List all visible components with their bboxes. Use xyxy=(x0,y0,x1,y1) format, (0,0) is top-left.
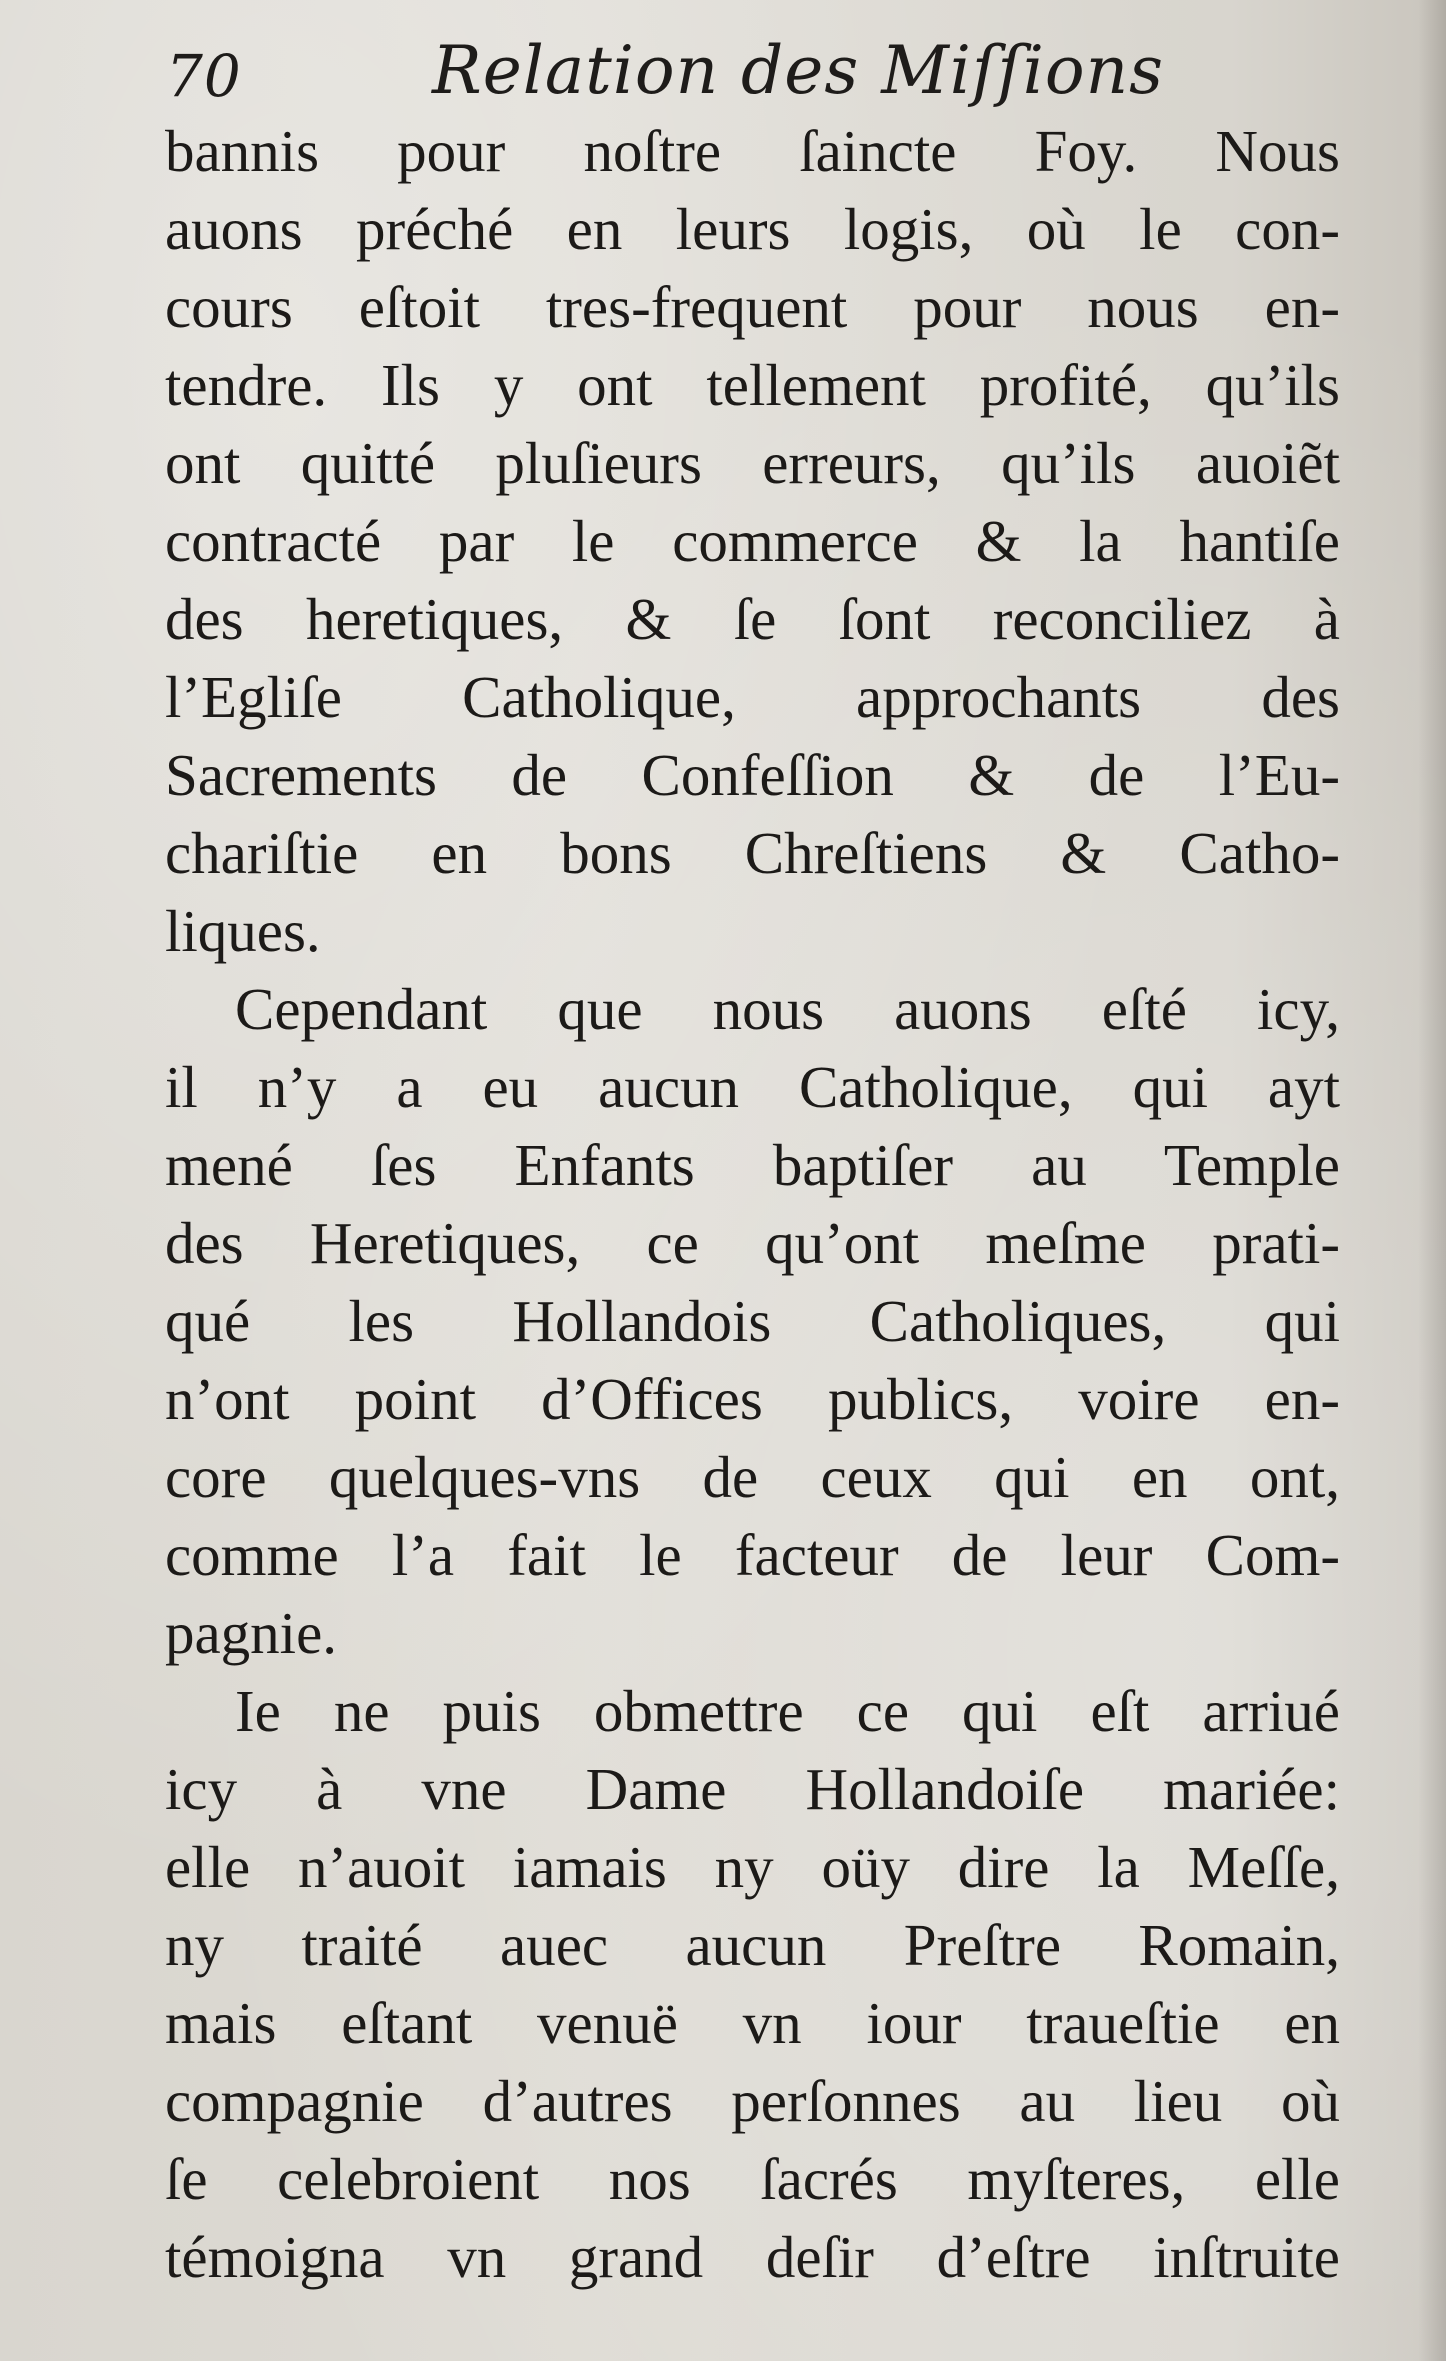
text-line: n’ont point d’Offices publics, voire en- xyxy=(165,1366,1340,1432)
text-line: témoigna vn grand deſir d’eſtre inſtruite xyxy=(165,2224,1340,2290)
page-header xyxy=(162,28,1342,118)
text-line: ſe celebroient nos ſacrés myſteres, elle xyxy=(165,2146,1340,2212)
text-line: contracté par le commerce & la hantiſe xyxy=(165,508,1340,574)
text-line: compagnie d’autres perſonnes au lieu où xyxy=(165,2068,1340,2134)
text-line: elle n’auoit iamais ny oüy dire la Meſſe, xyxy=(165,1834,1340,1900)
text-line: cours eſtoit tres-frequent pour nous en- xyxy=(165,274,1340,340)
text-line: des Heretiques, ce qu’ont meſme prati- xyxy=(165,1210,1340,1276)
page-number: 70 xyxy=(166,42,242,110)
text-line: qué les Hollandois Catholiques, qui xyxy=(165,1288,1340,1354)
page-edge-shadow xyxy=(1418,0,1446,2361)
text-line: Sacrements de Confeſſion & de l’Eu- xyxy=(165,742,1340,808)
text-line: liques. xyxy=(165,898,321,964)
text-line: mais eſtant venuë vn iour traueſtie en xyxy=(165,1990,1340,2056)
text-line: Cependant que nous auons eſté icy, xyxy=(235,976,1340,1042)
body-text xyxy=(165,112,1340,2296)
text-line: mené ſes Enfants baptiſer au Temple xyxy=(165,1132,1340,1198)
text-line: tendre. Ils y ont tellement profité, qu’ils xyxy=(165,352,1340,418)
text-line: pagnie. xyxy=(165,1600,338,1666)
text-line: ont quitté pluſieurs erreurs, qu’ils auoiẽt xyxy=(165,430,1340,496)
text-line: icy à vne Dame Hollandoiſe mariée: xyxy=(165,1756,1340,1822)
text-line: Ie ne puis obmettre ce qui eſt arriué xyxy=(235,1678,1340,1744)
running-title: Relation des Miſſions xyxy=(432,32,1164,109)
text-line: bannis pour noſtre ſaincte Foy. Nous xyxy=(165,118,1340,184)
text-line: des heretiques, & ſe ſont reconciliez à xyxy=(165,586,1340,652)
text-line: ny traité auec aucun Preſtre Romain, xyxy=(165,1912,1340,1978)
text-line: auons préché en leurs logis, où le con- xyxy=(165,196,1340,262)
text-line: l’Egliſe Catholique, approchants des xyxy=(165,664,1340,730)
text-line: chariſtie en bons Chreſtiens & Catho- xyxy=(165,820,1340,886)
text-line: core quelques-vns de ceux qui en ont, xyxy=(165,1444,1340,1510)
text-line: comme l’a fait le facteur de leur Com- xyxy=(165,1522,1340,1588)
text-line: il n’y a eu aucun Catholique, qui ayt xyxy=(165,1054,1340,1120)
